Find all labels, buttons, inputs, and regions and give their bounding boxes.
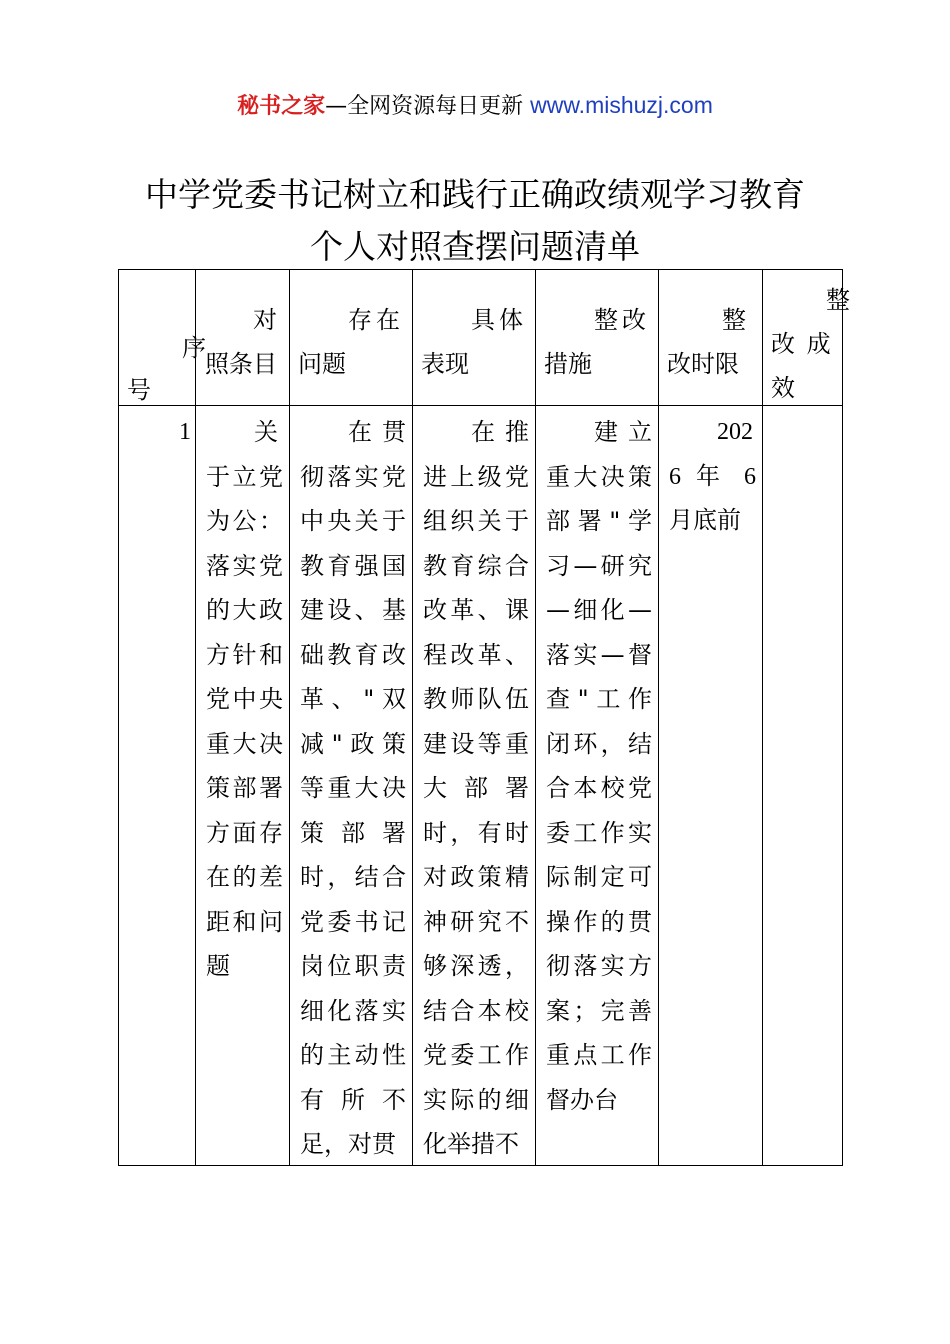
header-cell-problem: 存在 问题 <box>290 270 413 406</box>
header-cell-item: 对 照条目 <box>196 270 290 406</box>
row-problem-cell: 在贯彻落实党中央关于教育强国建设、基础教育改革、"双减"政策等重大决策部署时，结合党委书记岗位职责细化落实的主动性有所不足，对贯 <box>290 406 413 1166</box>
header-cell-detail: 具体 表现 <box>413 270 536 406</box>
document-title-line2: 个人对照查摆问题清单 <box>310 227 640 266</box>
issue-table <box>118 269 850 1166</box>
site-url-link[interactable]: www.mishuzj.com <box>530 92 713 118</box>
table-header-row <box>119 270 843 406</box>
site-banner <box>0 88 950 124</box>
row-measure-cell: 建立重大决策部署"学习—研究—细化—落实—督查"工作闭环，结合本校党委工作实际制定可操作的贯彻落实方案；完善重点工作督办台 <box>536 406 659 1166</box>
row-number-cell: 1 <box>119 406 196 1166</box>
header-cell-deadline: 整 改时限 <box>659 270 763 406</box>
row-effect-cell <box>763 406 843 1166</box>
banner-dash: — <box>325 94 348 119</box>
row-deadline-cell: 2026 年 6 月底前 <box>659 406 763 1166</box>
document-title-line1: 中学党委书记树立和践行正确政绩观学习教育 <box>145 175 805 214</box>
header-cell-effect: 整 改 成 效 <box>763 270 843 406</box>
site-brand: 秘书之家 <box>237 94 326 119</box>
site-tagline: 全网资源每日更新 <box>347 94 524 119</box>
row-item-cell: 关于立党为公：落实党的大政方针和党中央重大决策部署方面存在的差距和问题 <box>196 406 290 1166</box>
row-detail-cell: 在推进上级党组织关于教育综合改革、课程改革、教师队伍建设等重大部署时，有时对政策精神研究不够深透，结合本校党委工作实际的细化举措不 <box>413 406 536 1166</box>
table-row <box>119 406 843 1166</box>
header-cell-number: 序 号 <box>119 270 196 406</box>
header-cell-measure: 整改 措施 <box>536 270 659 406</box>
